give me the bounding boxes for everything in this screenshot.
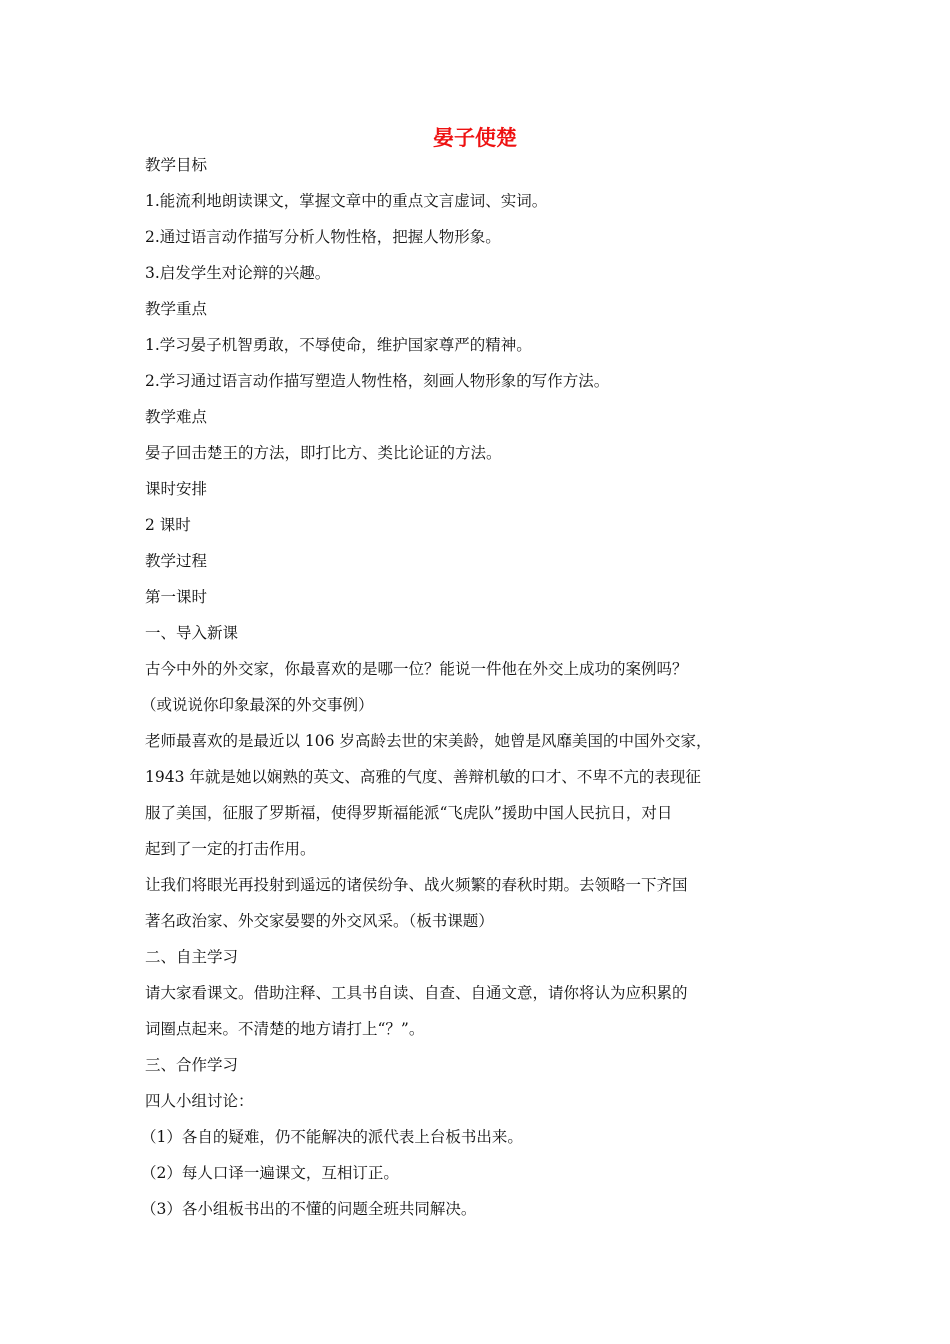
schedule-text: 2 课时: [145, 516, 191, 534]
objective-2: 2.通过语言动作描写分析人物性格，把握人物形象。: [145, 228, 501, 246]
paragraph-line: 四人小组讨论：: [145, 1092, 254, 1110]
list-item: （2）每人口译一遍课文，互相订正。: [141, 1164, 399, 1182]
list-item: （3）各小组板书出的不懂的问题全班共同解决。: [141, 1200, 477, 1218]
heading-first-lesson: 第一课时: [145, 588, 208, 606]
list-item: （1）各自的疑难，仍不能解决的派代表上台板书出来。: [141, 1128, 523, 1146]
document-body: [141, 147, 745, 1227]
key-point-1: 1.学习晏子机智勇敢，不辱使命，维护国家尊严的精神。: [145, 336, 532, 354]
paragraph-line: 著名政治家、外交家晏婴的外交风采。（板书课题）: [145, 912, 494, 930]
section-self-study: 二、自主学习: [145, 948, 239, 966]
paragraph-line: 服了美国，征服了罗斯福，使得罗斯福能派“飞虎队”援助中国人民抗日，对日: [145, 804, 673, 822]
key-point-2: 2.学习通过语言动作描写塑造人物性格，刻画人物形象的写作方法。: [145, 372, 610, 390]
paragraph-line: （或说说你印象最深的外交事例）: [141, 696, 374, 714]
paragraph-line: 词圈点起来。不清楚的地方请打上“？”。: [145, 1020, 425, 1038]
heading-objectives: 教学目标: [145, 156, 208, 174]
paragraph-line: 老师最喜欢的是最近以 106 岁高龄去世的宋美龄，她曾是风靡美国的中国外交家，: [145, 732, 712, 750]
heading-key-points: 教学重点: [145, 300, 208, 318]
paragraph-line: 起到了一定的打击作用。: [145, 840, 316, 858]
paragraph-line: 1943 年就是她以娴熟的英文、高雅的气度、善辩机敏的口才、不卑不亢的表现征: [145, 768, 701, 786]
section-intro: 一、导入新课: [145, 624, 239, 642]
paragraph-line: 让我们将眼光再投射到遥远的诸侯纷争、战火频繁的春秋时期。去领略一下齐国: [145, 876, 688, 894]
heading-difficulties: 教学难点: [145, 408, 208, 426]
section-cooperative: 三、合作学习: [145, 1056, 239, 1074]
objective-3: 3.启发学生对论辩的兴趣。: [145, 264, 331, 282]
paragraph-line: 古今中外的外交家，你最喜欢的是哪一位？能说一件他在外交上成功的案例吗？: [145, 660, 688, 678]
paragraph-line: 请大家看课文。借助注释、工具书自读、自查、自通文意，请你将认为应积累的: [145, 984, 688, 1002]
objective-1: 1.能流利地朗读课文，掌握文章中的重点文言虚词、实词。: [145, 192, 548, 210]
heading-schedule: 课时安排: [145, 480, 208, 498]
document-title: 晏子使楚: [433, 126, 517, 150]
heading-process: 教学过程: [145, 552, 208, 570]
difficulty-text: 晏子回击楚王的方法，即打比方、类比论证的方法。: [145, 444, 502, 462]
